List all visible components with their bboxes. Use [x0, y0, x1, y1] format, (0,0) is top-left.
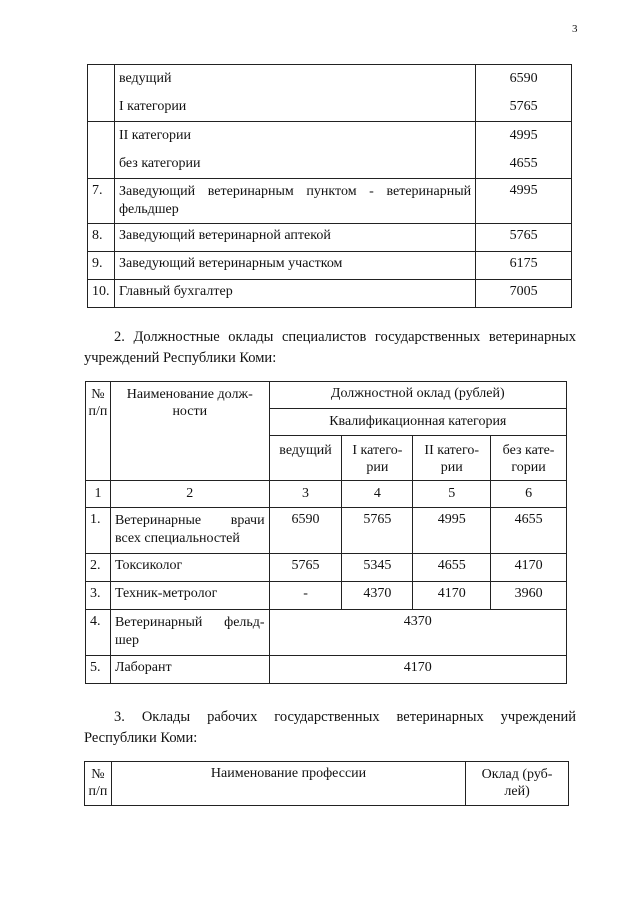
salary-value-merged: 4170	[269, 656, 566, 684]
table-row	[88, 179, 572, 224]
table-workers	[84, 761, 569, 806]
row-number: 9.	[88, 252, 115, 280]
page-number: 3	[572, 23, 578, 35]
position-name: I категории	[118, 99, 187, 114]
salary-value: 4995	[476, 179, 572, 224]
salary-value: 4370	[342, 582, 413, 610]
salary-value: 3960	[491, 582, 567, 610]
table-specialists	[85, 381, 567, 684]
header-category: ведущий	[269, 436, 342, 481]
salary-value: 5765	[342, 508, 413, 554]
position-name: Заведующий ветеринарной аптекой	[114, 224, 475, 252]
salary-value: 4655	[491, 508, 567, 554]
row-number	[88, 65, 115, 122]
position-name: Ветеринарные врачи	[114, 513, 265, 528]
salary-value: 5765	[269, 554, 342, 582]
row-number: 1.	[86, 508, 111, 554]
salary-value: 4170	[491, 554, 567, 582]
row-number: 4.	[86, 610, 111, 656]
row-number: 7.	[88, 179, 115, 224]
position-name-cont: всех специальностей	[114, 531, 240, 546]
column-number: 3	[269, 481, 342, 508]
table-continuation	[87, 64, 572, 308]
header-salary: Оклад (руб-лей)	[466, 762, 569, 806]
salary-value: 7005	[476, 280, 572, 308]
salary-value: 4655	[509, 156, 538, 171]
table-row	[86, 656, 567, 684]
salary-value: 5345	[342, 554, 413, 582]
header-category: без кате-гории	[491, 436, 567, 481]
row-number: 10.	[88, 280, 115, 308]
row-number: 3.	[86, 582, 111, 610]
table-row	[86, 554, 567, 582]
position-name: II категории	[118, 128, 191, 143]
header-category: I катего-рии	[342, 436, 413, 481]
position-name: Главный бухгалтер	[114, 280, 475, 308]
salary-value: 4995	[509, 128, 538, 143]
paragraph-specialists: 2. Должностные оклады специалистов государственных ветеринарных учреждений Республики Коми:	[84, 329, 576, 366]
row-number: 8.	[88, 224, 115, 252]
table-row	[88, 224, 572, 252]
salary-value: 4995	[413, 508, 491, 554]
column-number: 2	[110, 481, 269, 508]
table-row	[88, 252, 572, 280]
row-number: 5.	[86, 656, 111, 684]
row-number: 2.	[86, 554, 111, 582]
column-number: 4	[342, 481, 413, 508]
header-salary: Должностной оклад (рублей)	[269, 382, 566, 409]
salary-value: 6590	[509, 71, 538, 86]
position-name: Заведующий ветеринарным участком	[114, 252, 475, 280]
header-num: № п/п	[85, 762, 112, 806]
salary-value: 5765	[509, 99, 538, 114]
salary-value-merged: 4370	[269, 610, 566, 656]
salary-value: -	[269, 582, 342, 610]
header-num: № п/п	[86, 382, 111, 481]
position-name: Ветеринарный фельд-	[114, 615, 265, 630]
table-row	[88, 122, 572, 179]
header-category: II катего-рии	[413, 436, 491, 481]
table-row	[86, 582, 567, 610]
column-number: 5	[413, 481, 491, 508]
salary-value: 4170	[413, 582, 491, 610]
position-name: Лаборант	[110, 656, 269, 684]
column-number: 1	[86, 481, 111, 508]
table-row	[86, 610, 567, 656]
salary-value: 6175	[476, 252, 572, 280]
header-qualification: Квалификационная категория	[269, 409, 566, 436]
paragraph-workers: 3. Оклады рабочих государственных ветеринарных учреждений Республики Коми:	[84, 709, 576, 746]
position-name: Токсиколог	[110, 554, 269, 582]
position-name-cont: шер	[114, 633, 139, 648]
position-name: ведущий	[118, 71, 172, 86]
position-name: без категории	[118, 156, 201, 171]
table-row	[88, 65, 572, 122]
header-name: Наименование долж-ности	[110, 382, 269, 481]
table-row	[86, 508, 567, 554]
header-profession: Наименование профессии	[111, 762, 465, 806]
table-row	[88, 280, 572, 308]
position-name: Заведующий ветеринарным пунктом - ветеринарный фельдшер	[114, 179, 475, 224]
salary-value: 4655	[413, 554, 491, 582]
column-number: 6	[491, 481, 567, 508]
salary-value: 6590	[269, 508, 342, 554]
row-number	[88, 122, 115, 179]
position-name: Техник-метролог	[110, 582, 269, 610]
salary-value: 5765	[476, 224, 572, 252]
